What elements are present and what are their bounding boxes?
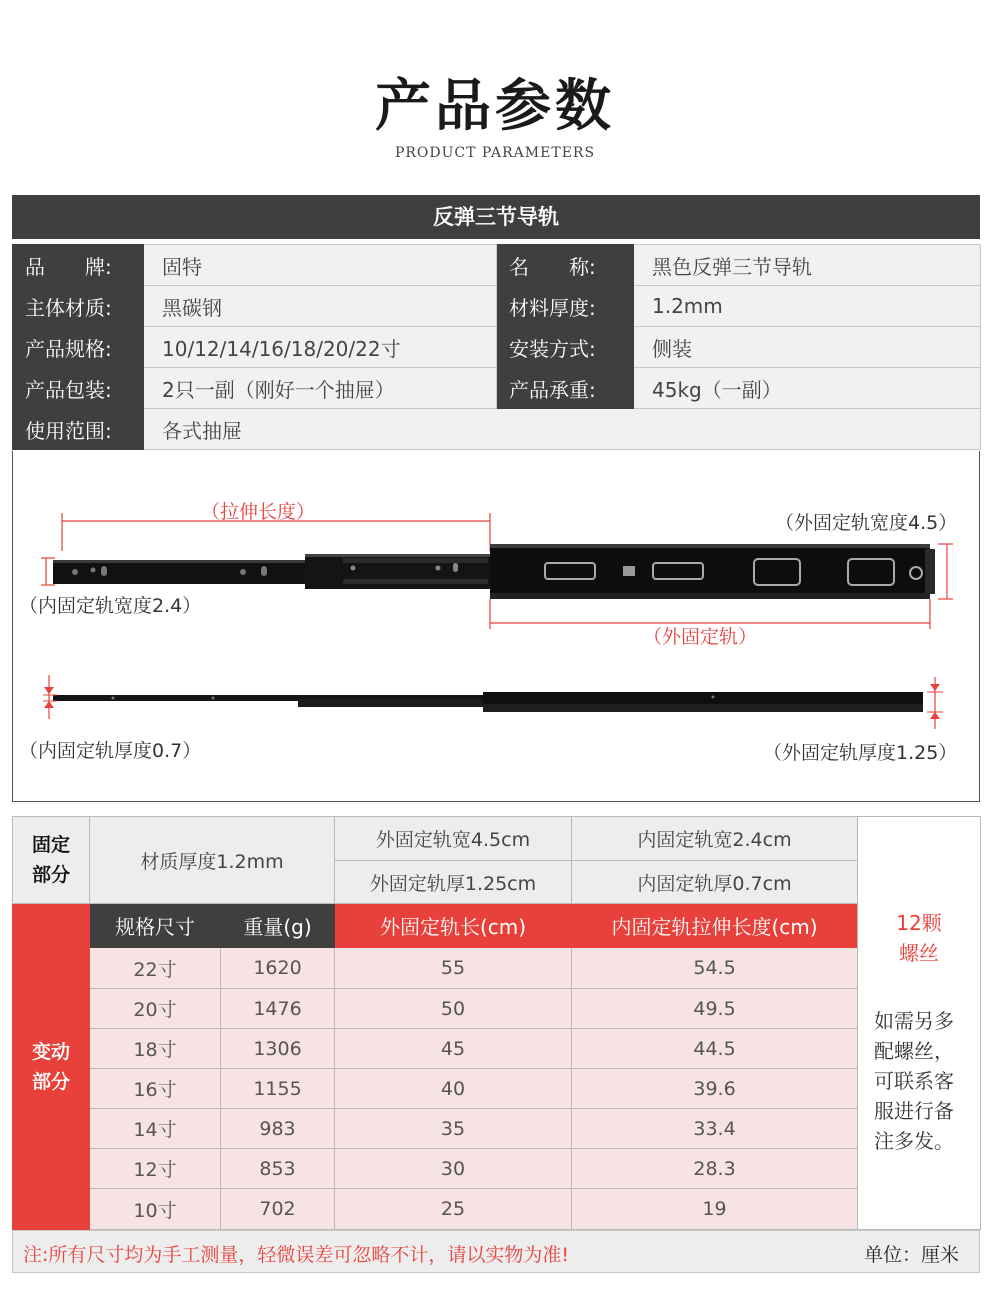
spec-value: 黑色反弹三节导轨 xyxy=(634,245,981,286)
col-header-outer-length: 外固定轨长(cm) xyxy=(335,904,572,948)
inner-stretch-cell: 54.5 xyxy=(572,948,858,989)
spec-label: 产品规格: xyxy=(13,327,144,368)
outer-width-cell: 外固定轨宽4.5cm xyxy=(335,817,572,861)
col-header-inner-stretch: 内固定轨拉伸长度(cm) xyxy=(572,904,858,948)
spec-row xyxy=(13,409,981,450)
spec-row xyxy=(13,245,981,286)
outer-length-cell: 40 xyxy=(335,1069,572,1109)
size-cell: 18寸 xyxy=(90,1029,221,1069)
inner-stretch-cell: 19 xyxy=(572,1189,858,1230)
unit-label: 单位：厘米 xyxy=(863,1244,959,1266)
size-table xyxy=(12,816,981,1230)
weight-cell: 1155 xyxy=(221,1069,335,1109)
measurement-note: 注:所有尺寸均为手工测量，轻微误差可忽略不计，请以实物为准! xyxy=(23,1244,570,1266)
spec-table xyxy=(12,244,981,450)
outer-thickness-label: （外固定轨厚度1.25） xyxy=(763,742,958,764)
inner-thickness-cell: 内固定轨厚0.7cm xyxy=(572,861,858,904)
fixed-part-label: 固定 部分 xyxy=(13,817,90,904)
spec-value: 黑碳钢 xyxy=(144,286,497,327)
spec-label: 产品包装: xyxy=(13,368,144,409)
spec-label: 材料厚度: xyxy=(497,286,634,327)
table-row xyxy=(13,1149,981,1189)
size-cell: 16寸 xyxy=(90,1069,221,1109)
spec-label: 使用范围: xyxy=(13,409,144,450)
inner-stretch-cell: 44.5 xyxy=(572,1029,858,1069)
page-subtitle: PRODUCT PARAMETERS xyxy=(394,145,596,161)
col-header-weight: 重量(g) xyxy=(221,904,335,948)
material-thickness-cell: 材质厚度1.2mm xyxy=(90,817,335,904)
spec-value: 10/12/14/16/18/20/22寸 xyxy=(144,327,497,368)
outer-rail-label: （外固定轨） xyxy=(643,626,758,648)
spec-value: 各式抽屉 xyxy=(144,409,981,450)
col-header-size: 规格尺寸 xyxy=(90,904,221,948)
product-banner: 反弹三节导轨 xyxy=(12,195,980,239)
size-cell: 22寸 xyxy=(90,948,221,989)
weight-cell: 853 xyxy=(221,1149,335,1189)
outer-length-cell: 30 xyxy=(335,1149,572,1189)
weight-cell: 1620 xyxy=(221,948,335,989)
inner-width-label: （内固定轨宽度2.4） xyxy=(19,595,202,617)
table-row xyxy=(13,1029,981,1069)
inner-width-cell: 内固定轨宽2.4cm xyxy=(572,817,858,861)
outer-length-cell: 55 xyxy=(335,948,572,989)
spec-row xyxy=(13,368,981,409)
inner-stretch-cell: 33.4 xyxy=(572,1109,858,1149)
spec-label: 安装方式: xyxy=(497,327,634,368)
size-cell: 12寸 xyxy=(90,1149,221,1189)
weight-cell: 983 xyxy=(221,1109,335,1149)
size-cell: 14寸 xyxy=(90,1109,221,1149)
weight-cell: 1476 xyxy=(221,989,335,1029)
outer-thickness-cell: 外固定轨厚1.25cm xyxy=(335,861,572,904)
rail-diagram xyxy=(12,451,980,802)
outer-length-cell: 45 xyxy=(335,1029,572,1069)
spec-label: 品 牌: xyxy=(13,245,144,286)
outer-length-cell: 50 xyxy=(335,989,572,1029)
screw-count: 12颗 螺丝 xyxy=(896,911,942,965)
table-row xyxy=(13,948,981,989)
outer-length-cell: 25 xyxy=(335,1189,572,1230)
weight-cell: 1306 xyxy=(221,1029,335,1069)
inner-stretch-cell: 49.5 xyxy=(572,989,858,1029)
header-row xyxy=(13,904,981,948)
inner-stretch-cell: 39.6 xyxy=(572,1069,858,1109)
size-cell: 10寸 xyxy=(90,1189,221,1230)
spec-value: 45kg（一副） xyxy=(634,368,981,409)
spec-label: 主体材质: xyxy=(13,286,144,327)
stretch-length-label: （拉伸长度） xyxy=(201,501,316,523)
spec-label: 名 称: xyxy=(497,245,634,286)
spec-row xyxy=(13,286,981,327)
inner-thickness-label: （内固定轨厚度0.7） xyxy=(19,740,202,762)
fixed-row xyxy=(13,817,981,861)
outer-width-label: （外固定轨宽度4.5） xyxy=(775,512,958,534)
spec-value: 固特 xyxy=(144,245,497,286)
variable-part-label: 变动 部分 xyxy=(13,904,90,1230)
screw-info xyxy=(858,817,981,1230)
table-row xyxy=(13,989,981,1029)
spec-value: 2只一副（刚好一个抽屉） xyxy=(144,368,497,409)
page-title: 产品参数 xyxy=(375,74,615,139)
spec-value: 侧装 xyxy=(634,327,981,368)
weight-cell: 702 xyxy=(221,1189,335,1230)
size-cell: 20寸 xyxy=(90,989,221,1029)
footer-bar xyxy=(12,1230,980,1273)
spec-label: 产品承重: xyxy=(497,368,634,409)
inner-stretch-cell: 28.3 xyxy=(572,1149,858,1189)
table-row xyxy=(13,1069,981,1109)
spec-row xyxy=(13,327,981,368)
table-row xyxy=(13,1109,981,1149)
screw-note: 如需另多 配螺丝， 可联系客 服进行备 注多发。 xyxy=(874,1009,955,1153)
spec-value: 1.2mm xyxy=(634,286,981,327)
outer-length-cell: 35 xyxy=(335,1109,572,1149)
table-row xyxy=(13,1189,981,1230)
